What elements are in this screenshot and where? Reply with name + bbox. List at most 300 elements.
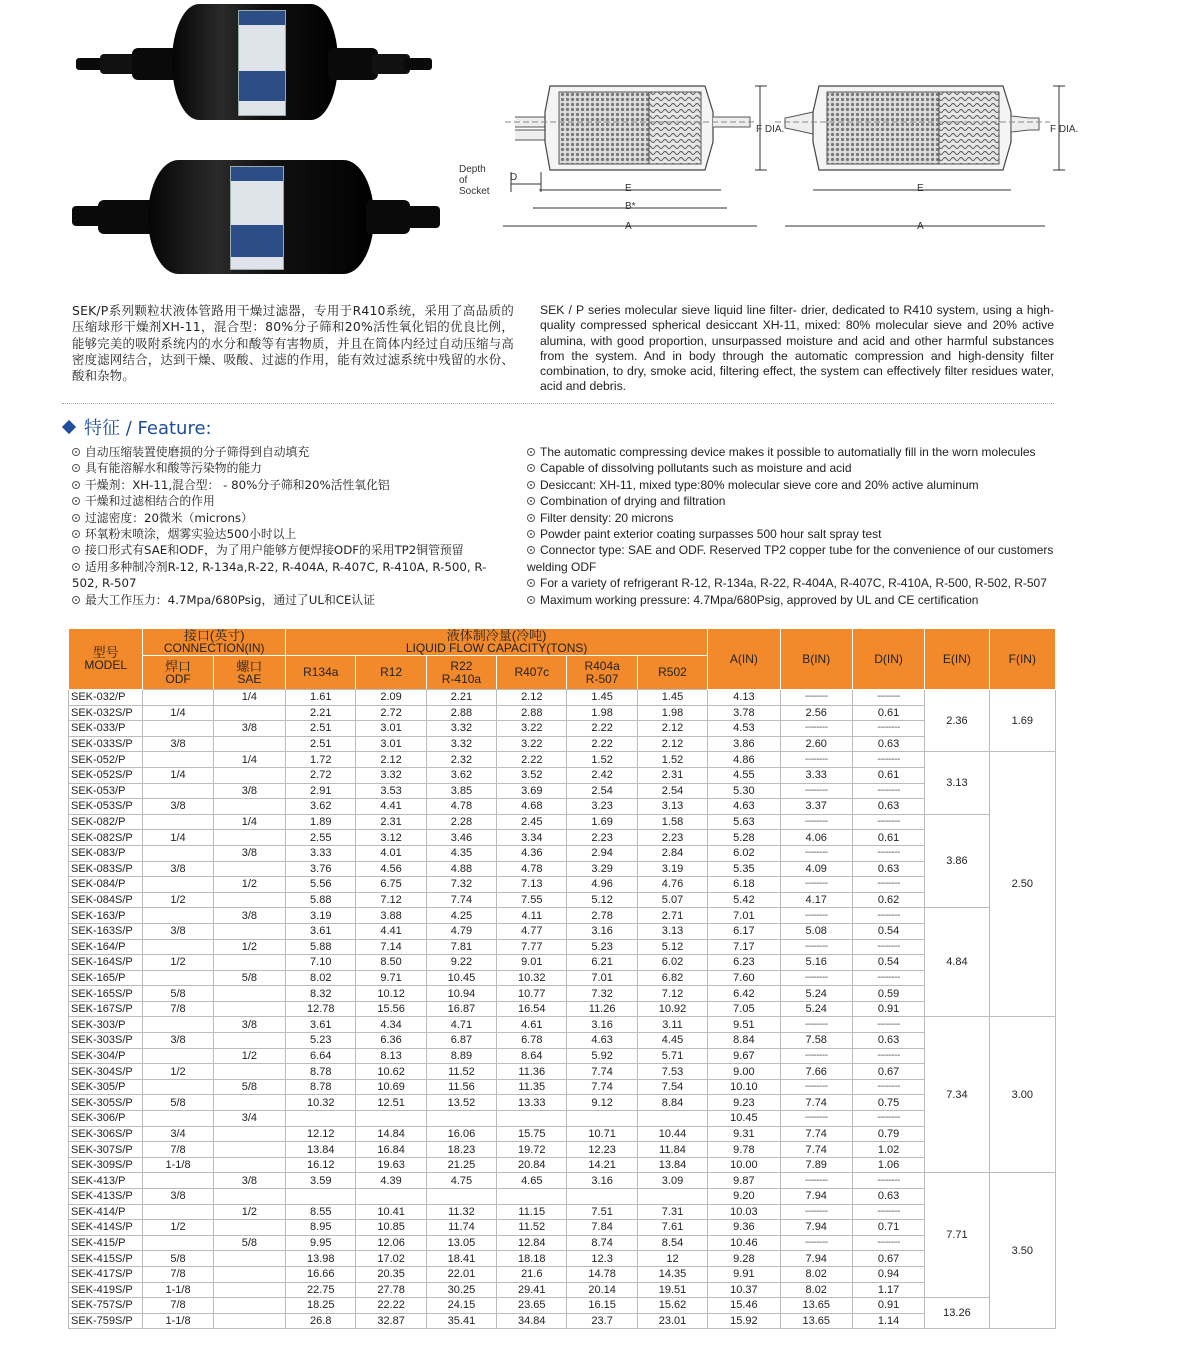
value-cell xyxy=(213,1126,285,1142)
value-cell: 10.10 xyxy=(708,1079,780,1095)
value-cell: 4.75 xyxy=(426,1173,496,1189)
value-cell: 10.44 xyxy=(637,1126,707,1142)
feature-text: For a variety of refrigerant R-12, R-134a, R-22, R-404A, R-407C, R-410A, R-500, R-502, R-507 xyxy=(540,576,1047,591)
value-cell: 3.01 xyxy=(356,736,426,752)
value-cell: 20.35 xyxy=(356,1266,426,1282)
value-cell: 10.92 xyxy=(637,1001,707,1017)
value-cell: 6.02 xyxy=(708,845,780,861)
table-row xyxy=(69,1017,1056,1033)
value-cell: 3.01 xyxy=(356,721,426,737)
model-cell: SEK-165S/P xyxy=(69,986,143,1002)
value-cell: 3.19 xyxy=(637,861,707,877)
model-cell: SEK-757S/P xyxy=(69,1298,143,1314)
table-row xyxy=(69,1079,1056,1095)
bullet-icon xyxy=(72,514,80,522)
header-r12: R12 xyxy=(356,656,426,690)
table-row xyxy=(69,1251,1056,1267)
header-a: A(IN) xyxy=(708,629,780,690)
value-cell: 5.35 xyxy=(708,861,780,877)
model-cell: SEK-167S/P xyxy=(69,1001,143,1017)
section-divider xyxy=(62,403,1054,404)
value-cell: 0.62 xyxy=(852,892,924,908)
header-e: E(IN) xyxy=(925,629,989,690)
value-cell: 17.02 xyxy=(356,1251,426,1267)
value-cell: 2.60 xyxy=(780,736,852,752)
model-cell: SEK-164S/P xyxy=(69,955,143,971)
value-cell: 15.62 xyxy=(637,1298,707,1314)
value-cell: 5.08 xyxy=(780,923,852,939)
value-cell: 12.06 xyxy=(356,1235,426,1251)
value-cell: 9.23 xyxy=(708,1095,780,1111)
value-cell: 0.63 xyxy=(852,861,924,877)
value-cell: -------- xyxy=(852,752,924,768)
value-cell: 18.23 xyxy=(426,1142,496,1158)
model-cell: SEK-053/P xyxy=(69,783,143,799)
value-cell: -------- xyxy=(780,939,852,955)
value-cell: 9.71 xyxy=(356,970,426,986)
value-cell: 14.21 xyxy=(567,1157,637,1173)
table-row xyxy=(69,1111,1056,1127)
value-cell: 9.12 xyxy=(567,1095,637,1111)
e-value-cell: 7.34 xyxy=(925,1017,989,1173)
value-cell: 4.39 xyxy=(356,1173,426,1189)
value-cell: 0.67 xyxy=(852,1064,924,1080)
value-cell: 10.45 xyxy=(708,1111,780,1127)
table-row xyxy=(69,767,1056,783)
value-cell: 22.75 xyxy=(286,1282,356,1298)
value-cell: -------- xyxy=(852,1111,924,1127)
table-row xyxy=(69,1095,1056,1111)
value-cell: 0.67 xyxy=(852,1251,924,1267)
value-cell: 3/8 xyxy=(213,1017,285,1033)
bullet-icon xyxy=(72,546,80,554)
bullet-icon xyxy=(527,514,535,522)
table-row xyxy=(69,892,1056,908)
value-cell xyxy=(213,1282,285,1298)
value-cell: 19.72 xyxy=(497,1142,567,1158)
table-row xyxy=(69,721,1056,737)
value-cell xyxy=(213,1064,285,1080)
value-cell: 7.10 xyxy=(286,955,356,971)
value-cell: 1/2 xyxy=(143,955,213,971)
value-cell: -------- xyxy=(852,970,924,986)
model-cell: SEK-033S/P xyxy=(69,736,143,752)
value-cell: 8.02 xyxy=(780,1282,852,1298)
feature-text: Capable of dissolving pollutants such as moisture and acid xyxy=(540,461,852,476)
value-cell: -------- xyxy=(852,1204,924,1220)
value-cell: 10.69 xyxy=(356,1079,426,1095)
value-cell: -------- xyxy=(780,1235,852,1251)
value-cell: 7.94 xyxy=(780,1220,852,1236)
value-cell xyxy=(213,736,285,752)
value-cell: 6.36 xyxy=(356,1033,426,1049)
value-cell: 5.30 xyxy=(708,783,780,799)
value-cell xyxy=(213,830,285,846)
value-cell: 10.32 xyxy=(497,970,567,986)
label-a-right: A xyxy=(917,221,924,232)
value-cell xyxy=(286,1111,356,1127)
value-cell: 0.54 xyxy=(852,923,924,939)
value-cell: 7.74 xyxy=(426,892,496,908)
feature-en-item xyxy=(527,444,1072,460)
value-cell xyxy=(497,1189,567,1205)
value-cell: 7.94 xyxy=(780,1251,852,1267)
table-row xyxy=(69,752,1056,768)
value-cell: 34.84 xyxy=(497,1313,567,1329)
value-cell: 8.13 xyxy=(356,1048,426,1064)
value-cell: 4.55 xyxy=(708,767,780,783)
value-cell: -------- xyxy=(780,1173,852,1189)
value-cell: 0.61 xyxy=(852,830,924,846)
table-row xyxy=(69,923,1056,939)
table-row xyxy=(69,690,1056,706)
value-cell xyxy=(143,1111,213,1127)
value-cell: 9.20 xyxy=(708,1189,780,1205)
value-cell: 5/8 xyxy=(143,1251,213,1267)
value-cell: 5/8 xyxy=(143,1095,213,1111)
value-cell: 6.87 xyxy=(426,1033,496,1049)
value-cell: 2.23 xyxy=(567,830,637,846)
value-cell: 3/4 xyxy=(213,1111,285,1127)
value-cell: -------- xyxy=(852,939,924,955)
value-cell: 9.01 xyxy=(497,955,567,971)
value-cell: 3.32 xyxy=(426,736,496,752)
model-cell: SEK-033/P xyxy=(69,721,143,737)
value-cell: 3/8 xyxy=(213,783,285,799)
value-cell: 5.23 xyxy=(286,1033,356,1049)
value-cell: 7.60 xyxy=(708,970,780,986)
value-cell: 5/8 xyxy=(213,970,285,986)
value-cell: 2.88 xyxy=(497,705,567,721)
value-cell: 12.23 xyxy=(567,1142,637,1158)
value-cell: 4.45 xyxy=(637,1033,707,1049)
value-cell: 7.01 xyxy=(567,970,637,986)
header-model: 型号 MODEL xyxy=(69,629,143,690)
product-photo-top xyxy=(76,4,436,124)
value-cell: 1.45 xyxy=(637,690,707,706)
value-cell xyxy=(356,1189,426,1205)
table-row xyxy=(69,1033,1056,1049)
feature-text: Powder paint exterior coating surpasses 500 hour salt spray test xyxy=(540,527,882,542)
value-cell: 2.21 xyxy=(426,690,496,706)
value-cell: 1/4 xyxy=(143,705,213,721)
value-cell: 1.52 xyxy=(637,752,707,768)
value-cell: 1.98 xyxy=(567,705,637,721)
value-cell: 5.88 xyxy=(286,939,356,955)
value-cell: 11.36 xyxy=(497,1064,567,1080)
value-cell: 9.36 xyxy=(708,1220,780,1236)
feature-cn-item xyxy=(72,510,512,526)
header-r22: R22 R-410a xyxy=(426,656,496,690)
f-value-cell: 2.50 xyxy=(989,752,1055,1017)
value-cell xyxy=(213,1157,285,1173)
value-cell: 4.34 xyxy=(356,1017,426,1033)
value-cell: 5.42 xyxy=(708,892,780,908)
value-cell xyxy=(213,1033,285,1049)
label-e-right: E xyxy=(917,183,924,194)
value-cell: -------- xyxy=(852,783,924,799)
value-cell: 7.74 xyxy=(780,1126,852,1142)
value-cell: 22.01 xyxy=(426,1266,496,1282)
table-row xyxy=(69,955,1056,971)
value-cell: 3/8 xyxy=(213,908,285,924)
value-cell: 2.45 xyxy=(497,814,567,830)
value-cell: 2.71 xyxy=(637,908,707,924)
value-cell: -------- xyxy=(780,908,852,924)
value-cell: 2.91 xyxy=(286,783,356,799)
value-cell: 5.12 xyxy=(637,939,707,955)
header-odf: 焊口 ODF xyxy=(143,656,213,690)
value-cell: 3.22 xyxy=(497,721,567,737)
value-cell: 2.51 xyxy=(286,736,356,752)
value-cell: 13.65 xyxy=(780,1298,852,1314)
e-value-cell: 4.84 xyxy=(925,908,989,1017)
value-cell: 14.84 xyxy=(356,1126,426,1142)
bullet-icon xyxy=(527,546,535,554)
value-cell: 2.32 xyxy=(426,752,496,768)
value-cell: 3.53 xyxy=(356,783,426,799)
value-cell: 1.69 xyxy=(567,814,637,830)
feature-cn-item xyxy=(72,526,512,542)
value-cell: 12.3 xyxy=(567,1251,637,1267)
feature-cn-item xyxy=(72,493,512,509)
value-cell xyxy=(143,752,213,768)
value-cell: 9.87 xyxy=(708,1173,780,1189)
value-cell: -------- xyxy=(852,1017,924,1033)
value-cell: 4.06 xyxy=(780,830,852,846)
value-cell: 0.63 xyxy=(852,799,924,815)
value-cell: 3.52 xyxy=(497,767,567,783)
value-cell: 21.25 xyxy=(426,1157,496,1173)
value-cell: 11.74 xyxy=(426,1220,496,1236)
value-cell: 3.85 xyxy=(426,783,496,799)
value-cell: 12.84 xyxy=(497,1235,567,1251)
value-cell: 3/8 xyxy=(213,721,285,737)
model-cell: SEK-163/P xyxy=(69,908,143,924)
value-cell: 4.01 xyxy=(356,845,426,861)
feature-text: Desiccant: XH-11, mixed type:80% molecular sieve core and 20% active aluminum xyxy=(540,477,979,492)
label-a-left: A xyxy=(625,221,632,232)
value-cell: 8.02 xyxy=(780,1266,852,1282)
header-r404a: R404a R-507 xyxy=(567,656,637,690)
value-cell xyxy=(567,1189,637,1205)
model-cell: SEK-415/P xyxy=(69,1235,143,1251)
value-cell xyxy=(143,1235,213,1251)
value-cell: -------- xyxy=(780,721,852,737)
value-cell: 2.12 xyxy=(497,690,567,706)
value-cell: 7.81 xyxy=(426,939,496,955)
table-row xyxy=(69,1204,1056,1220)
value-cell: -------- xyxy=(852,690,924,706)
value-cell: 29.41 xyxy=(497,1282,567,1298)
value-cell xyxy=(143,690,213,706)
model-cell: SEK-305/P xyxy=(69,1079,143,1095)
value-cell: 2.23 xyxy=(637,830,707,846)
model-cell: SEK-309S/P xyxy=(69,1157,143,1173)
value-cell: 4.09 xyxy=(780,861,852,877)
value-cell: 1.06 xyxy=(852,1157,924,1173)
feature-heading xyxy=(64,414,212,440)
value-cell: 8.32 xyxy=(286,986,356,1002)
value-cell: -------- xyxy=(780,1048,852,1064)
product-photo-bottom xyxy=(72,160,442,280)
value-cell: 7.77 xyxy=(497,939,567,955)
value-cell: 4.86 xyxy=(708,752,780,768)
value-cell xyxy=(426,1111,496,1127)
table-row xyxy=(69,830,1056,846)
value-cell: 10.41 xyxy=(356,1204,426,1220)
value-cell: 6.64 xyxy=(286,1048,356,1064)
table-row xyxy=(69,1142,1056,1158)
value-cell xyxy=(356,1111,426,1127)
value-cell: 11.52 xyxy=(426,1064,496,1080)
model-cell: SEK-053S/P xyxy=(69,799,143,815)
value-cell: 7.89 xyxy=(780,1157,852,1173)
value-cell: 3.19 xyxy=(286,908,356,924)
value-cell: 12 xyxy=(637,1251,707,1267)
value-cell: 3/8 xyxy=(143,736,213,752)
model-cell: SEK-082S/P xyxy=(69,830,143,846)
value-cell: 6.23 xyxy=(708,955,780,971)
value-cell: 2.31 xyxy=(356,814,426,830)
dimension-diagram xyxy=(455,72,1090,242)
model-cell: SEK-414/P xyxy=(69,1204,143,1220)
model-cell: SEK-304/P xyxy=(69,1048,143,1064)
bullet-icon xyxy=(72,448,80,456)
value-cell: 1/2 xyxy=(143,1220,213,1236)
value-cell: 1/4 xyxy=(213,814,285,830)
value-cell: 1.52 xyxy=(567,752,637,768)
value-cell: 2.28 xyxy=(426,814,496,830)
value-cell: 10.77 xyxy=(497,986,567,1002)
table-row xyxy=(69,783,1056,799)
e-value-cell: 7.71 xyxy=(925,1173,989,1298)
header-b: B(IN) xyxy=(780,629,852,690)
feature-text: Connector type: SAE and ODF. Reserved TP2 copper tube for the convenience of our customers welding ODF xyxy=(527,543,1054,574)
value-cell xyxy=(567,1111,637,1127)
feature-cn-item xyxy=(72,559,512,592)
value-cell: 22.22 xyxy=(356,1298,426,1314)
table-row xyxy=(69,1173,1056,1189)
value-cell: 27.78 xyxy=(356,1282,426,1298)
value-cell: 13.33 xyxy=(497,1095,567,1111)
value-cell: 11.35 xyxy=(497,1079,567,1095)
value-cell xyxy=(213,1266,285,1282)
value-cell: 15.92 xyxy=(708,1313,780,1329)
value-cell: 26.8 xyxy=(286,1313,356,1329)
value-cell xyxy=(213,1251,285,1267)
value-cell: 7.55 xyxy=(497,892,567,908)
value-cell: 2.31 xyxy=(637,767,707,783)
value-cell: 23.01 xyxy=(637,1313,707,1329)
model-cell: SEK-303/P xyxy=(69,1017,143,1033)
value-cell: 8.84 xyxy=(637,1095,707,1111)
value-cell xyxy=(143,1204,213,1220)
value-cell: 3.34 xyxy=(497,830,567,846)
value-cell: 10.37 xyxy=(708,1282,780,1298)
value-cell: 3.61 xyxy=(286,923,356,939)
feature-text: 最大工作压力：4.7Mpa/680Psig，通过了UL和CE认证 xyxy=(85,592,376,607)
value-cell: 20.14 xyxy=(567,1282,637,1298)
table-row xyxy=(69,705,1056,721)
value-cell: 0.54 xyxy=(852,955,924,971)
value-cell: 7.74 xyxy=(567,1079,637,1095)
value-cell: 2.22 xyxy=(497,752,567,768)
value-cell: 2.54 xyxy=(637,783,707,799)
value-cell: 18.18 xyxy=(497,1251,567,1267)
value-cell: 13.98 xyxy=(286,1251,356,1267)
header-connection: 接口(英寸) CONNECTION(IN) xyxy=(143,629,286,656)
value-cell: 1.02 xyxy=(852,1142,924,1158)
value-cell: 1/2 xyxy=(213,1048,285,1064)
e-value-cell: 13.26 xyxy=(925,1298,989,1329)
value-cell: -------- xyxy=(780,814,852,830)
f-value-cell: 1.69 xyxy=(989,690,1055,752)
table-row xyxy=(69,1189,1056,1205)
table-row xyxy=(69,1001,1056,1017)
value-cell: 8.89 xyxy=(426,1048,496,1064)
value-cell xyxy=(143,1017,213,1033)
value-cell: -------- xyxy=(852,721,924,737)
feature-text: Combination of drying and filtration xyxy=(540,494,726,509)
value-cell: 18.41 xyxy=(426,1251,496,1267)
value-cell: 7.01 xyxy=(708,908,780,924)
value-cell: 16.15 xyxy=(567,1298,637,1314)
model-cell: SEK-415S/P xyxy=(69,1251,143,1267)
value-cell: 5.24 xyxy=(780,1001,852,1017)
feature-en-item xyxy=(527,592,1072,608)
value-cell: 7.12 xyxy=(637,986,707,1002)
header-d: D(IN) xyxy=(852,629,924,690)
value-cell: 35.41 xyxy=(426,1313,496,1329)
value-cell: 16.06 xyxy=(426,1126,496,1142)
table-row xyxy=(69,1266,1056,1282)
value-cell: 6.82 xyxy=(637,970,707,986)
bullet-icon xyxy=(72,464,80,472)
value-cell: 4.41 xyxy=(356,799,426,815)
feature-text: 自动压缩装置使磨损的分子筛得到自动填充 xyxy=(85,445,310,459)
value-cell xyxy=(426,1189,496,1205)
value-cell: 4.56 xyxy=(356,861,426,877)
value-cell: -------- xyxy=(780,845,852,861)
feature-text: 适用多种制冷剂R-12, R-134a,R-22, R-404A, R-407C, R-410A, R-500, R-502, R-507 xyxy=(72,559,487,591)
value-cell: 13.05 xyxy=(426,1235,496,1251)
value-cell: -------- xyxy=(852,1173,924,1189)
value-cell: 3.22 xyxy=(497,736,567,752)
value-cell: 3/8 xyxy=(143,799,213,815)
value-cell: 7.17 xyxy=(708,939,780,955)
value-cell: 2.55 xyxy=(286,830,356,846)
table-row xyxy=(69,1220,1056,1236)
value-cell: 6.18 xyxy=(708,877,780,893)
model-cell: SEK-759S/P xyxy=(69,1313,143,1329)
value-cell: 4.41 xyxy=(356,923,426,939)
value-cell xyxy=(213,767,285,783)
value-cell xyxy=(213,1142,285,1158)
value-cell: 11.52 xyxy=(497,1220,567,1236)
value-cell: 3.16 xyxy=(567,1173,637,1189)
value-cell: 0.61 xyxy=(852,705,924,721)
value-cell: 4.63 xyxy=(567,1033,637,1049)
value-cell: 6.17 xyxy=(708,923,780,939)
value-cell: 3.32 xyxy=(426,721,496,737)
value-cell: 1.14 xyxy=(852,1313,924,1329)
model-cell: SEK-083S/P xyxy=(69,861,143,877)
table-row xyxy=(69,1157,1056,1173)
value-cell: 2.94 xyxy=(567,845,637,861)
feature-en-item xyxy=(527,542,1072,575)
value-cell: 5.92 xyxy=(567,1048,637,1064)
